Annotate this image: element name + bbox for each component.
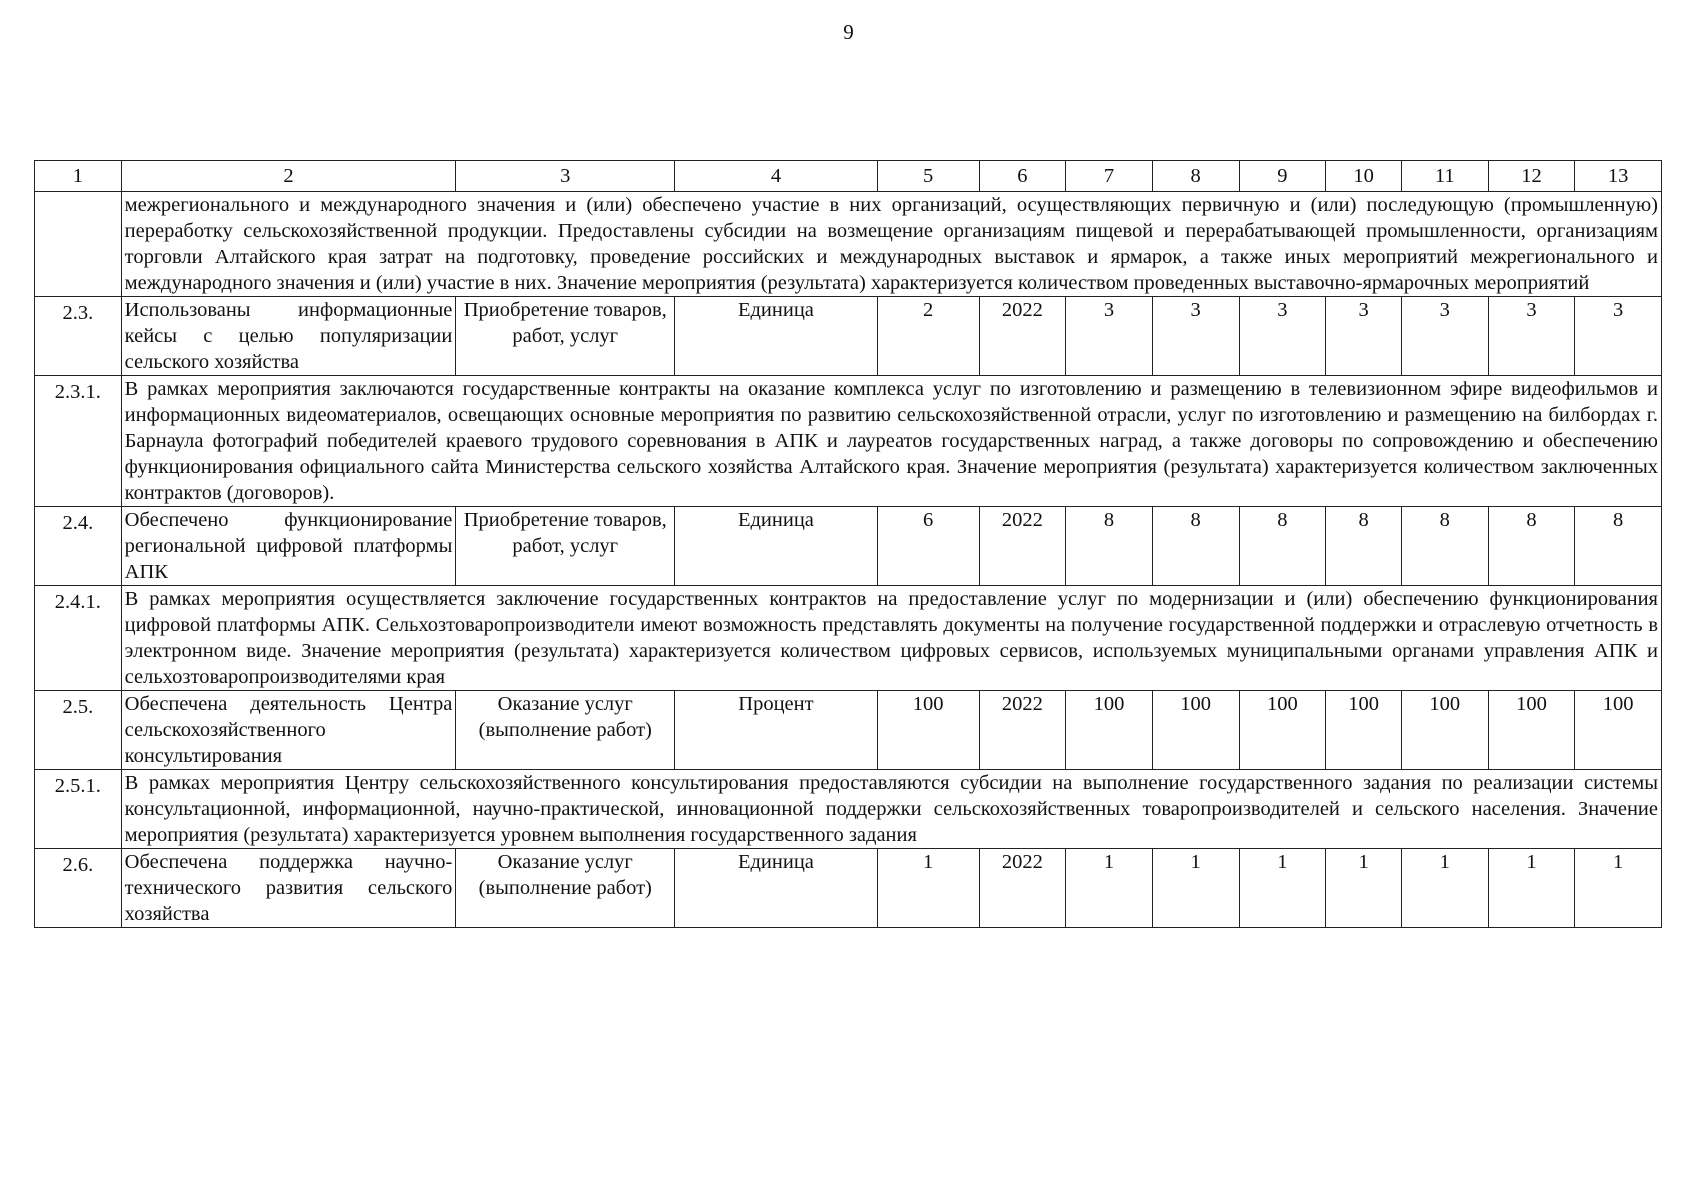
header-col: 4 xyxy=(675,161,878,192)
year-value: 3 xyxy=(1575,297,1662,376)
header-col: 1 xyxy=(35,161,122,192)
year-value: 3 xyxy=(1239,297,1326,376)
row-number: 2.6. xyxy=(35,849,122,928)
year-value: 8 xyxy=(1575,507,1662,586)
table-row xyxy=(35,192,1662,297)
year-value: 1 xyxy=(1066,849,1153,928)
row-number: 2.5.1. xyxy=(35,770,122,849)
indicator-name: Обеспечена поддержка научно-технического развития сельского хозяйства xyxy=(121,849,456,928)
row-number: 2.4.1. xyxy=(35,586,122,691)
row-description: межрегионального и международного значения и (или) обеспечено участие в них организаций, осуществляющих первичную и (или) последующую (промышленную) переработку сельскохозяйственной продукции. Предоставлены субсидии на возмещение организациям пищевой и перерабатывающей промышленности, организациям торговли Алтайского края затрат на подготовку, проведение российских и международных выставок и ярмарок, а также иных мероприятий межрегионального и международного значения и (или) участие в них. Значение мероприятия (результата) характеризуется количеством проведенных выставочно-ярмарочных мероприятий xyxy=(121,192,1661,297)
row-number: 2.3. xyxy=(35,297,122,376)
table-row xyxy=(35,849,1662,928)
indicator-type: Оказание услуг (выполнение работ) xyxy=(456,691,675,770)
year-value: 1 xyxy=(1152,849,1239,928)
year-value: 3 xyxy=(1401,297,1488,376)
year-value: 1 xyxy=(1401,849,1488,928)
table-row xyxy=(35,691,1662,770)
year-value: 8 xyxy=(1066,507,1153,586)
unit: Процент xyxy=(675,691,878,770)
indicator-type: Приобретение товаров, работ, услуг xyxy=(456,507,675,586)
table-row xyxy=(35,507,1662,586)
table-row xyxy=(35,586,1662,691)
header-col: 12 xyxy=(1488,161,1575,192)
header-col: 11 xyxy=(1401,161,1488,192)
year-value: 8 xyxy=(1326,507,1402,586)
indicators-table xyxy=(34,160,1662,928)
indicator-name: Использованы информационные кейсы с целью популяризации сельского хозяйства xyxy=(121,297,456,376)
base-value: 2 xyxy=(877,297,979,376)
year-value: 8 xyxy=(1152,507,1239,586)
unit: Единица xyxy=(675,849,878,928)
header-col: 6 xyxy=(979,161,1066,192)
header-col: 9 xyxy=(1239,161,1326,192)
indicator-type: Приобретение товаров, работ, услуг xyxy=(456,297,675,376)
header-col: 10 xyxy=(1326,161,1402,192)
indicator-type: Оказание услуг (выполнение работ) xyxy=(456,849,675,928)
indicator-name: Обеспечено функционирование региональной цифровой платформы АПК xyxy=(121,507,456,586)
year-value: 3 xyxy=(1488,297,1575,376)
row-number xyxy=(35,192,122,297)
base-year: 2022 xyxy=(979,691,1066,770)
header-col: 13 xyxy=(1575,161,1662,192)
year-value: 100 xyxy=(1326,691,1402,770)
page-number: 9 xyxy=(843,20,854,44)
year-value: 1 xyxy=(1326,849,1402,928)
year-value: 8 xyxy=(1401,507,1488,586)
row-number: 2.5. xyxy=(35,691,122,770)
year-value: 8 xyxy=(1488,507,1575,586)
year-value: 3 xyxy=(1326,297,1402,376)
year-value: 100 xyxy=(1401,691,1488,770)
year-value: 1 xyxy=(1488,849,1575,928)
header-row xyxy=(35,161,1662,192)
year-value: 3 xyxy=(1066,297,1153,376)
row-number: 2.4. xyxy=(35,507,122,586)
year-value: 3 xyxy=(1152,297,1239,376)
row-description: В рамках мероприятия Центру сельскохозяйственного консультирования предоставляются субсидии на выполнение государственного задания по реализации системы консультационной, информационной, научно-практической, инновационной поддержки сельскохозяйственных товаропроизводителей и сельского населения. Значение мероприятия (результата) характеризуется уровнем выполнения государственного задания xyxy=(121,770,1661,849)
unit: Единица xyxy=(675,297,878,376)
header-col: 7 xyxy=(1066,161,1153,192)
header-col: 5 xyxy=(877,161,979,192)
year-value: 1 xyxy=(1575,849,1662,928)
table-row xyxy=(35,297,1662,376)
header-col: 3 xyxy=(456,161,675,192)
base-value: 6 xyxy=(877,507,979,586)
row-description: В рамках мероприятия заключаются государственные контракты на оказание комплекса услуг по изготовлению и размещению в телевизионном эфире видеофильмов и информационных видеоматериалов, освещающих основные мероприятия по развитию сельскохозяйственной отрасли, услуг по изготовлению и размещению на билбордах г. Барнаула фотографий победителей краевого трудового соревнования в АПК и лауреатов государственных наград, а также договоры по сопровождению и обеспечению функционирования официального сайта Министерства сельского хозяйства Алтайского края. Значение мероприятия (результата) характеризуется количеством заключенных контрактов (договоров). xyxy=(121,376,1661,507)
base-value: 100 xyxy=(877,691,979,770)
year-value: 100 xyxy=(1488,691,1575,770)
unit: Единица xyxy=(675,507,878,586)
header-col: 8 xyxy=(1152,161,1239,192)
header-col: 2 xyxy=(121,161,456,192)
row-description: В рамках мероприятия осуществляется заключение государственных контрактов на предоставление услуг по модернизации и (или) обеспечению функционирования цифровой платформы АПК. Сельхозтоваропроизводители имеют возможность представлять документы на получение государственной поддержки и отраслевую отчетность в электронном виде. Значение мероприятия (результата) характеризуется количеством цифровых сервисов, используемых муниципальными органами управления АПК и сельхозтоваропроизводителями края xyxy=(121,586,1661,691)
year-value: 1 xyxy=(1239,849,1326,928)
base-year: 2022 xyxy=(979,297,1066,376)
base-year: 2022 xyxy=(979,849,1066,928)
table-row xyxy=(35,770,1662,849)
base-value: 1 xyxy=(877,849,979,928)
base-year: 2022 xyxy=(979,507,1066,586)
year-value: 100 xyxy=(1239,691,1326,770)
year-value: 100 xyxy=(1066,691,1153,770)
year-value: 100 xyxy=(1575,691,1662,770)
indicator-name: Обеспечена деятельность Центра сельскохозяйственного консультирования xyxy=(121,691,456,770)
year-value: 100 xyxy=(1152,691,1239,770)
table-row xyxy=(35,376,1662,507)
year-value: 8 xyxy=(1239,507,1326,586)
row-number: 2.3.1. xyxy=(35,376,122,507)
